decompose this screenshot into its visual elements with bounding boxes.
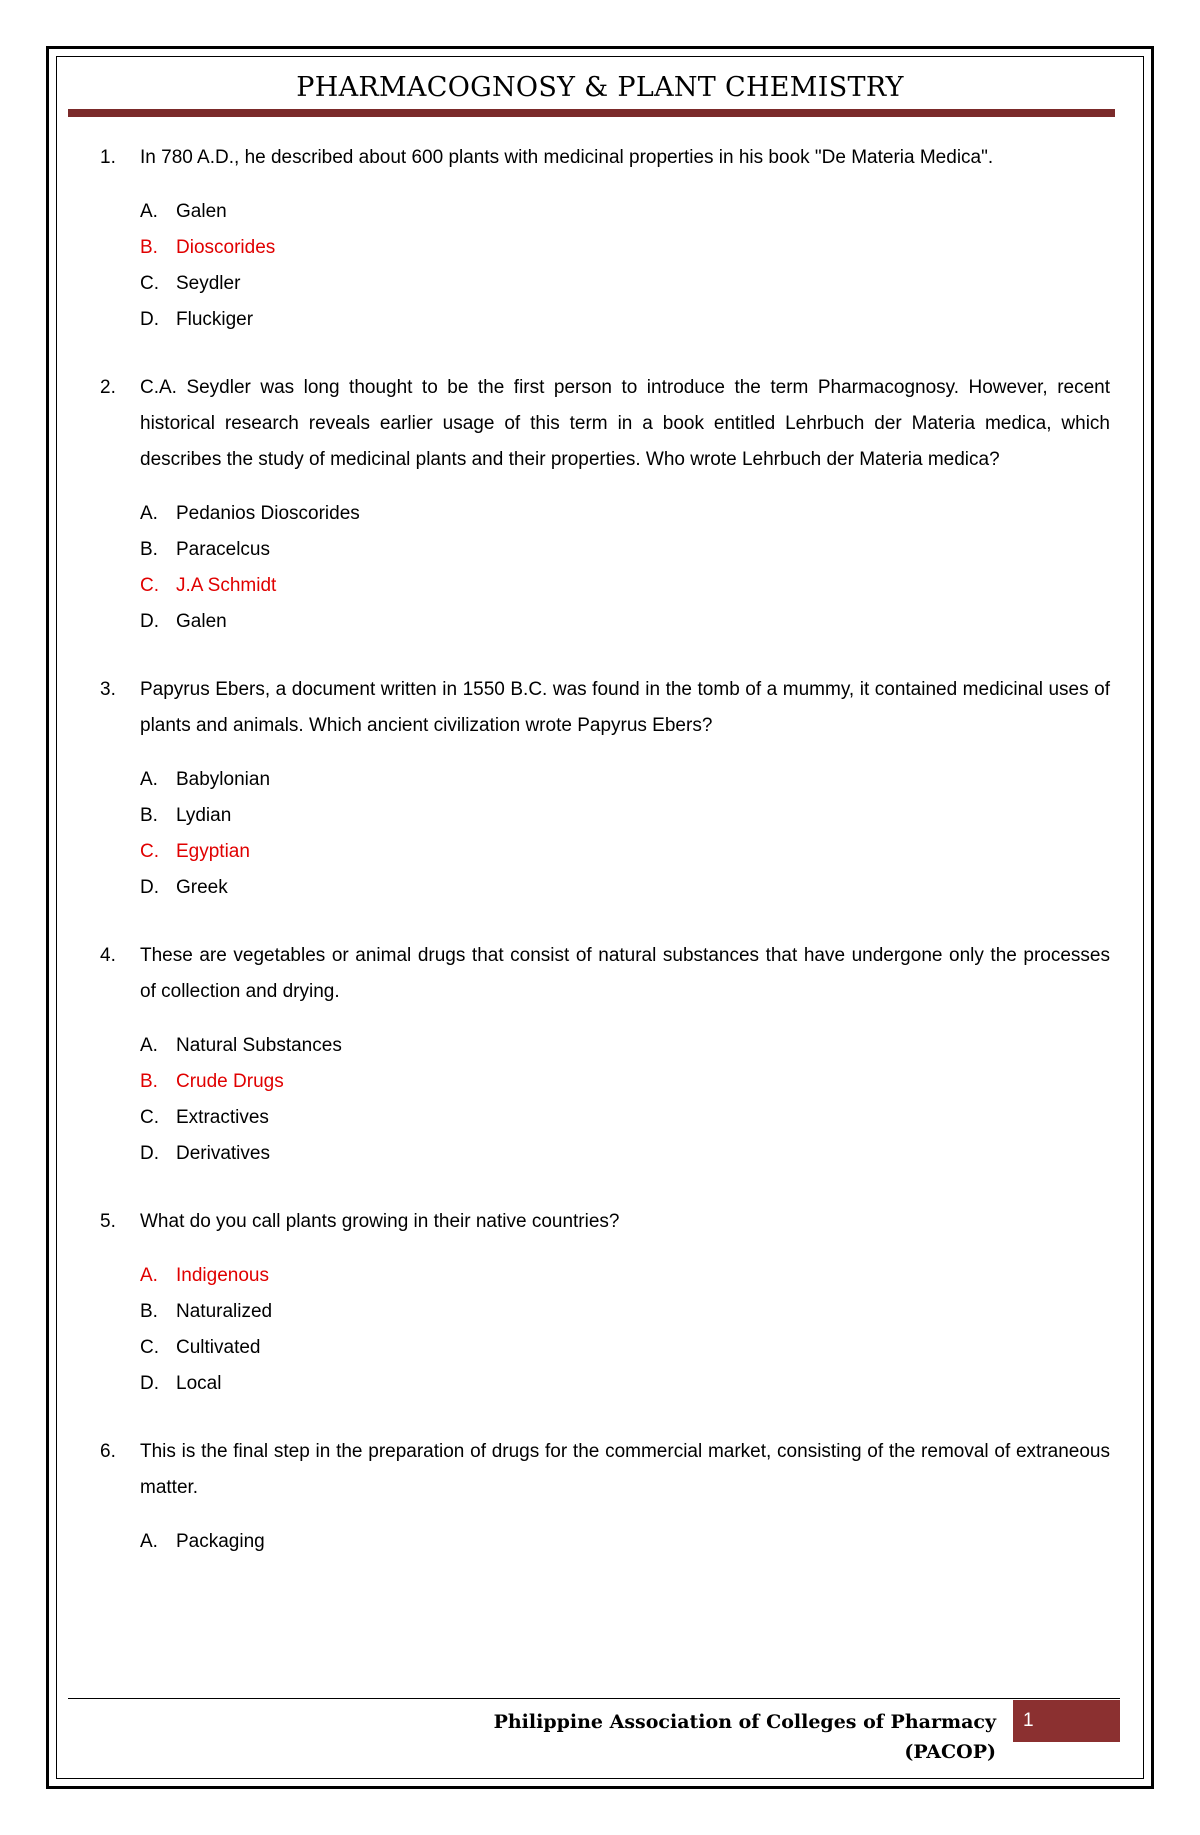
option-letter: A. [140, 1531, 158, 1552]
question-2 [100, 370, 1110, 640]
page-number: 1 [1013, 1700, 1120, 1742]
question-text: These are vegetables or animal drugs that consist of natural substances that have undergone only the processes of collection and drying. [140, 945, 1110, 1002]
option-text: Packaging [176, 1531, 265, 1552]
option-letter: C. [140, 1337, 159, 1358]
option-letter: D. [140, 309, 159, 330]
option-letter: A. [140, 1265, 158, 1286]
option-a [140, 1028, 1110, 1064]
option-text: Galen [176, 201, 227, 222]
option-text: Local [176, 1373, 222, 1394]
option-letter: A. [140, 769, 158, 790]
question-3 [100, 672, 1110, 906]
option-c-correct [140, 568, 1110, 604]
option-text: Seydler [176, 273, 241, 294]
option-letter: B. [140, 805, 158, 826]
option-letter: A. [140, 201, 158, 222]
question-number: 3. [100, 679, 116, 700]
option-letter: D. [140, 877, 159, 898]
question-text: In 780 A.D., he described about 600 plants with medicinal properties in his book "De Materia Medica". [140, 147, 994, 168]
option-a [140, 1524, 1110, 1560]
page-title: PHARMACOGNOSY & PLANT CHEMISTRY [296, 72, 904, 103]
option-a [140, 762, 1110, 798]
option-text: Derivatives [176, 1143, 270, 1164]
question-5 [100, 1204, 1110, 1402]
question-text: This is the final step in the preparation of drugs for the commercial market, consisting of the removal of extraneous matter. [140, 1441, 1110, 1498]
option-letter: C. [140, 273, 159, 294]
option-text: Indigenous [176, 1265, 269, 1286]
question-4 [100, 938, 1110, 1172]
option-letter: C. [140, 575, 159, 596]
option-letter: B. [140, 1301, 158, 1322]
footer-rule [68, 1698, 1120, 1699]
option-c-correct [140, 834, 1110, 870]
option-letter: B. [140, 539, 158, 560]
option-text: Galen [176, 611, 227, 632]
option-b-correct [140, 230, 1110, 266]
option-a [140, 496, 1110, 532]
option-text: Pedanios Dioscorides [176, 503, 360, 524]
option-text: Egyptian [176, 841, 250, 862]
question-number: 5. [100, 1211, 116, 1232]
option-d [140, 302, 1110, 338]
option-c [140, 1100, 1110, 1136]
option-d [140, 1136, 1110, 1172]
option-text: Extractives [176, 1107, 269, 1128]
option-a [140, 194, 1110, 230]
option-letter: A. [140, 1035, 158, 1056]
option-letter: D. [140, 1143, 159, 1164]
option-text: Lydian [176, 805, 232, 826]
option-letter: C. [140, 841, 159, 862]
option-letter: B. [140, 1071, 158, 1092]
option-letter: B. [140, 237, 158, 258]
option-letter: D. [140, 1373, 159, 1394]
option-text: Natural Substances [176, 1035, 342, 1056]
question-text: C.A. Seydler was long thought to be the first person to introduce the term Pharmacognosy. However, recent historical research reveals earlier usage of this term in a book entitled Lehrbuch der Materia medica, which describes the study of medicinal plants and their properties. Who wrote Lehrbuch der Materia medica? [140, 377, 1110, 470]
option-text: Fluckiger [176, 309, 254, 330]
option-d [140, 1366, 1110, 1402]
question-number: 2. [100, 377, 116, 398]
option-b-correct [140, 1064, 1110, 1100]
question-text: What do you call plants growing in their native countries? [140, 1211, 620, 1232]
question-number: 6. [100, 1441, 116, 1462]
option-text: Naturalized [176, 1301, 273, 1322]
question-1 [100, 140, 1110, 338]
option-a-correct [140, 1258, 1110, 1294]
question-text: Papyrus Ebers, a document written in 1550 B.C. was found in the tomb of a mummy, it contained medicinal uses of plants and animals. Which ancient civilization wrote Papyrus Ebers? [140, 679, 1110, 736]
option-text: Greek [176, 877, 228, 898]
question-list [100, 140, 1110, 1592]
option-text: J.A Schmidt [176, 575, 277, 596]
option-text: Dioscorides [176, 237, 276, 258]
option-b [140, 532, 1110, 568]
option-b [140, 798, 1110, 834]
option-c [140, 1330, 1110, 1366]
option-d [140, 604, 1110, 640]
option-text: Paracelcus [176, 539, 270, 560]
option-text: Babylonian [176, 769, 271, 790]
option-letter: D. [140, 611, 159, 632]
option-text: Cultivated [176, 1337, 261, 1358]
option-c [140, 266, 1110, 302]
option-text: Crude Drugs [176, 1071, 284, 1092]
question-6 [100, 1434, 1110, 1560]
header-rule [68, 109, 1115, 117]
option-d [140, 870, 1110, 906]
question-number: 4. [100, 945, 116, 966]
option-letter: A. [140, 503, 158, 524]
footer-organization: Philippine Association of Colleges of Pharmacy (PACOP) [493, 1711, 996, 1763]
question-number: 1. [100, 147, 116, 168]
option-letter: C. [140, 1107, 159, 1128]
option-b [140, 1294, 1110, 1330]
